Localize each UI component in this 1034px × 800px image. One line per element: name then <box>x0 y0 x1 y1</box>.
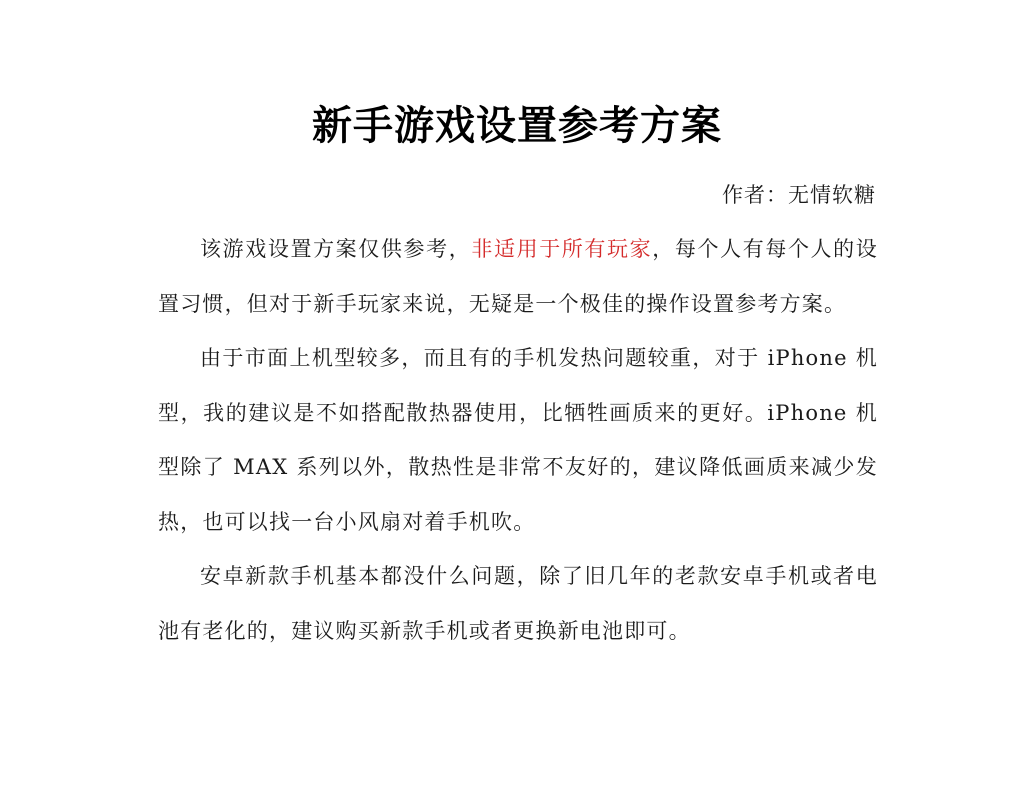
author-line: 作者：无情软糖 <box>722 183 876 207</box>
document-title: 新手游戏设置参考方案 <box>312 102 722 149</box>
paragraph-android: 安卓新款手机基本都没什么问题，除了旧几年的老款安卓手机或者电池有老化的，建议购买新款手机或者更换新电池即可。 <box>158 564 878 643</box>
paragraph-iphone: 由于市面上机型较多，而且有的手机发热问题较重，对于 iPhone 机型，我的建议是不如搭配散热器使用，比牺牲画质来的更好。iPhone 机型除了 MAX 系列以外，散热性是非常不友好的，建议降低画质来减少发热，也可以找一台小风扇对着手机吹。 <box>158 346 878 534</box>
paragraph-intro <box>158 222 878 331</box>
highlighted-text: 非适用于所有玩家 <box>471 237 653 261</box>
paragraph-intro-text-before: 该游戏设置方案仅供参考， <box>200 237 472 261</box>
document-body <box>158 222 878 658</box>
paragraph-intro-text-after: ，每个人有每个人的设置习惯，但对于新手玩家来说，无疑是一个极佳的操作设置参考方案。 <box>158 237 878 316</box>
